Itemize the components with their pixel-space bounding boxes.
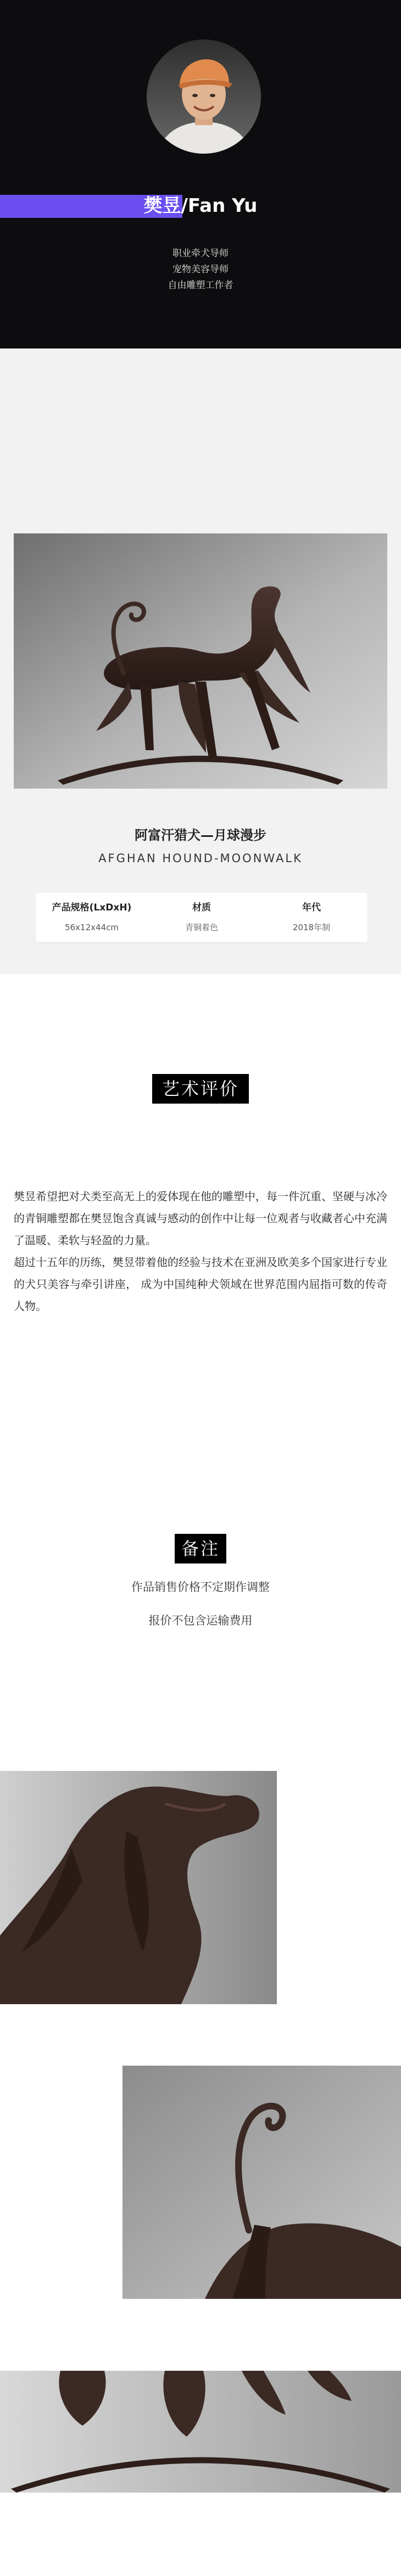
artwork-title-cn: 阿富汗猎犬—月球漫步 — [135, 828, 266, 843]
notes-heading: 备注 — [175, 1534, 226, 1563]
spec-material — [147, 893, 257, 933]
review-paragraph: 超过十五年的历练，樊昱带着他的经验与技术在亚洲及欧美多个国家进行专业的犬只美容与牵引讲座， 成为中国纯种犬领域在世界范围内屈指可数的传奇人物。 — [14, 1256, 387, 1313]
sculpture-head-detail — [0, 1771, 277, 2004]
spec-table — [36, 893, 367, 942]
spec-value: 青铜着色 — [185, 923, 218, 932]
review-text — [14, 1185, 387, 1317]
spec-dimensions — [37, 893, 147, 933]
artist-role: 职业牵犬导师 — [172, 248, 229, 259]
spec-value: 56x12x44cm — [65, 923, 119, 932]
spec-label: 年代 — [302, 902, 321, 913]
review-paragraph: 樊昱希望把对犬类至高无上的爱体现在他的雕塑中，每一件沉重、坚硬与冰冷的青铜雕塑都在樊昱饱含真诚与感动的创作中让每一位观者与收藏者心中充满了温暖、柔软与轻盈的力量。 — [14, 1190, 387, 1247]
review-heading: 艺术评价 — [152, 1074, 249, 1104]
note-line: 报价不包含运输费用 — [148, 1614, 253, 1627]
artist-name: 樊昱/Fan Yu — [143, 195, 258, 217]
spec-year — [257, 893, 366, 933]
bronze-afghan-hound-sculpture — [14, 533, 387, 789]
portrait-photo — [147, 40, 261, 154]
spec-value: 2018年制 — [292, 923, 331, 932]
spec-label: 材质 — [192, 902, 211, 913]
spec-label: 产品规格(LxDxH) — [52, 902, 132, 913]
detail-photo-base — [0, 2371, 401, 2493]
detail-photo-tail — [122, 2066, 401, 2299]
artist-role: 自由雕塑工作者 — [168, 280, 233, 291]
sculpture-tail-detail — [122, 2066, 401, 2299]
detail-photo-head — [0, 1771, 277, 2004]
artist-avatar — [147, 40, 261, 154]
artist-role: 宠物美容导师 — [172, 264, 229, 275]
artwork-title-en: AFGHAN HOUND-MOONWALK — [98, 852, 303, 865]
sculpture-base-detail — [0, 2371, 401, 2493]
artwork-photo — [14, 533, 387, 789]
note-line: 作品销售价格不定期作调整 — [131, 1581, 270, 1594]
